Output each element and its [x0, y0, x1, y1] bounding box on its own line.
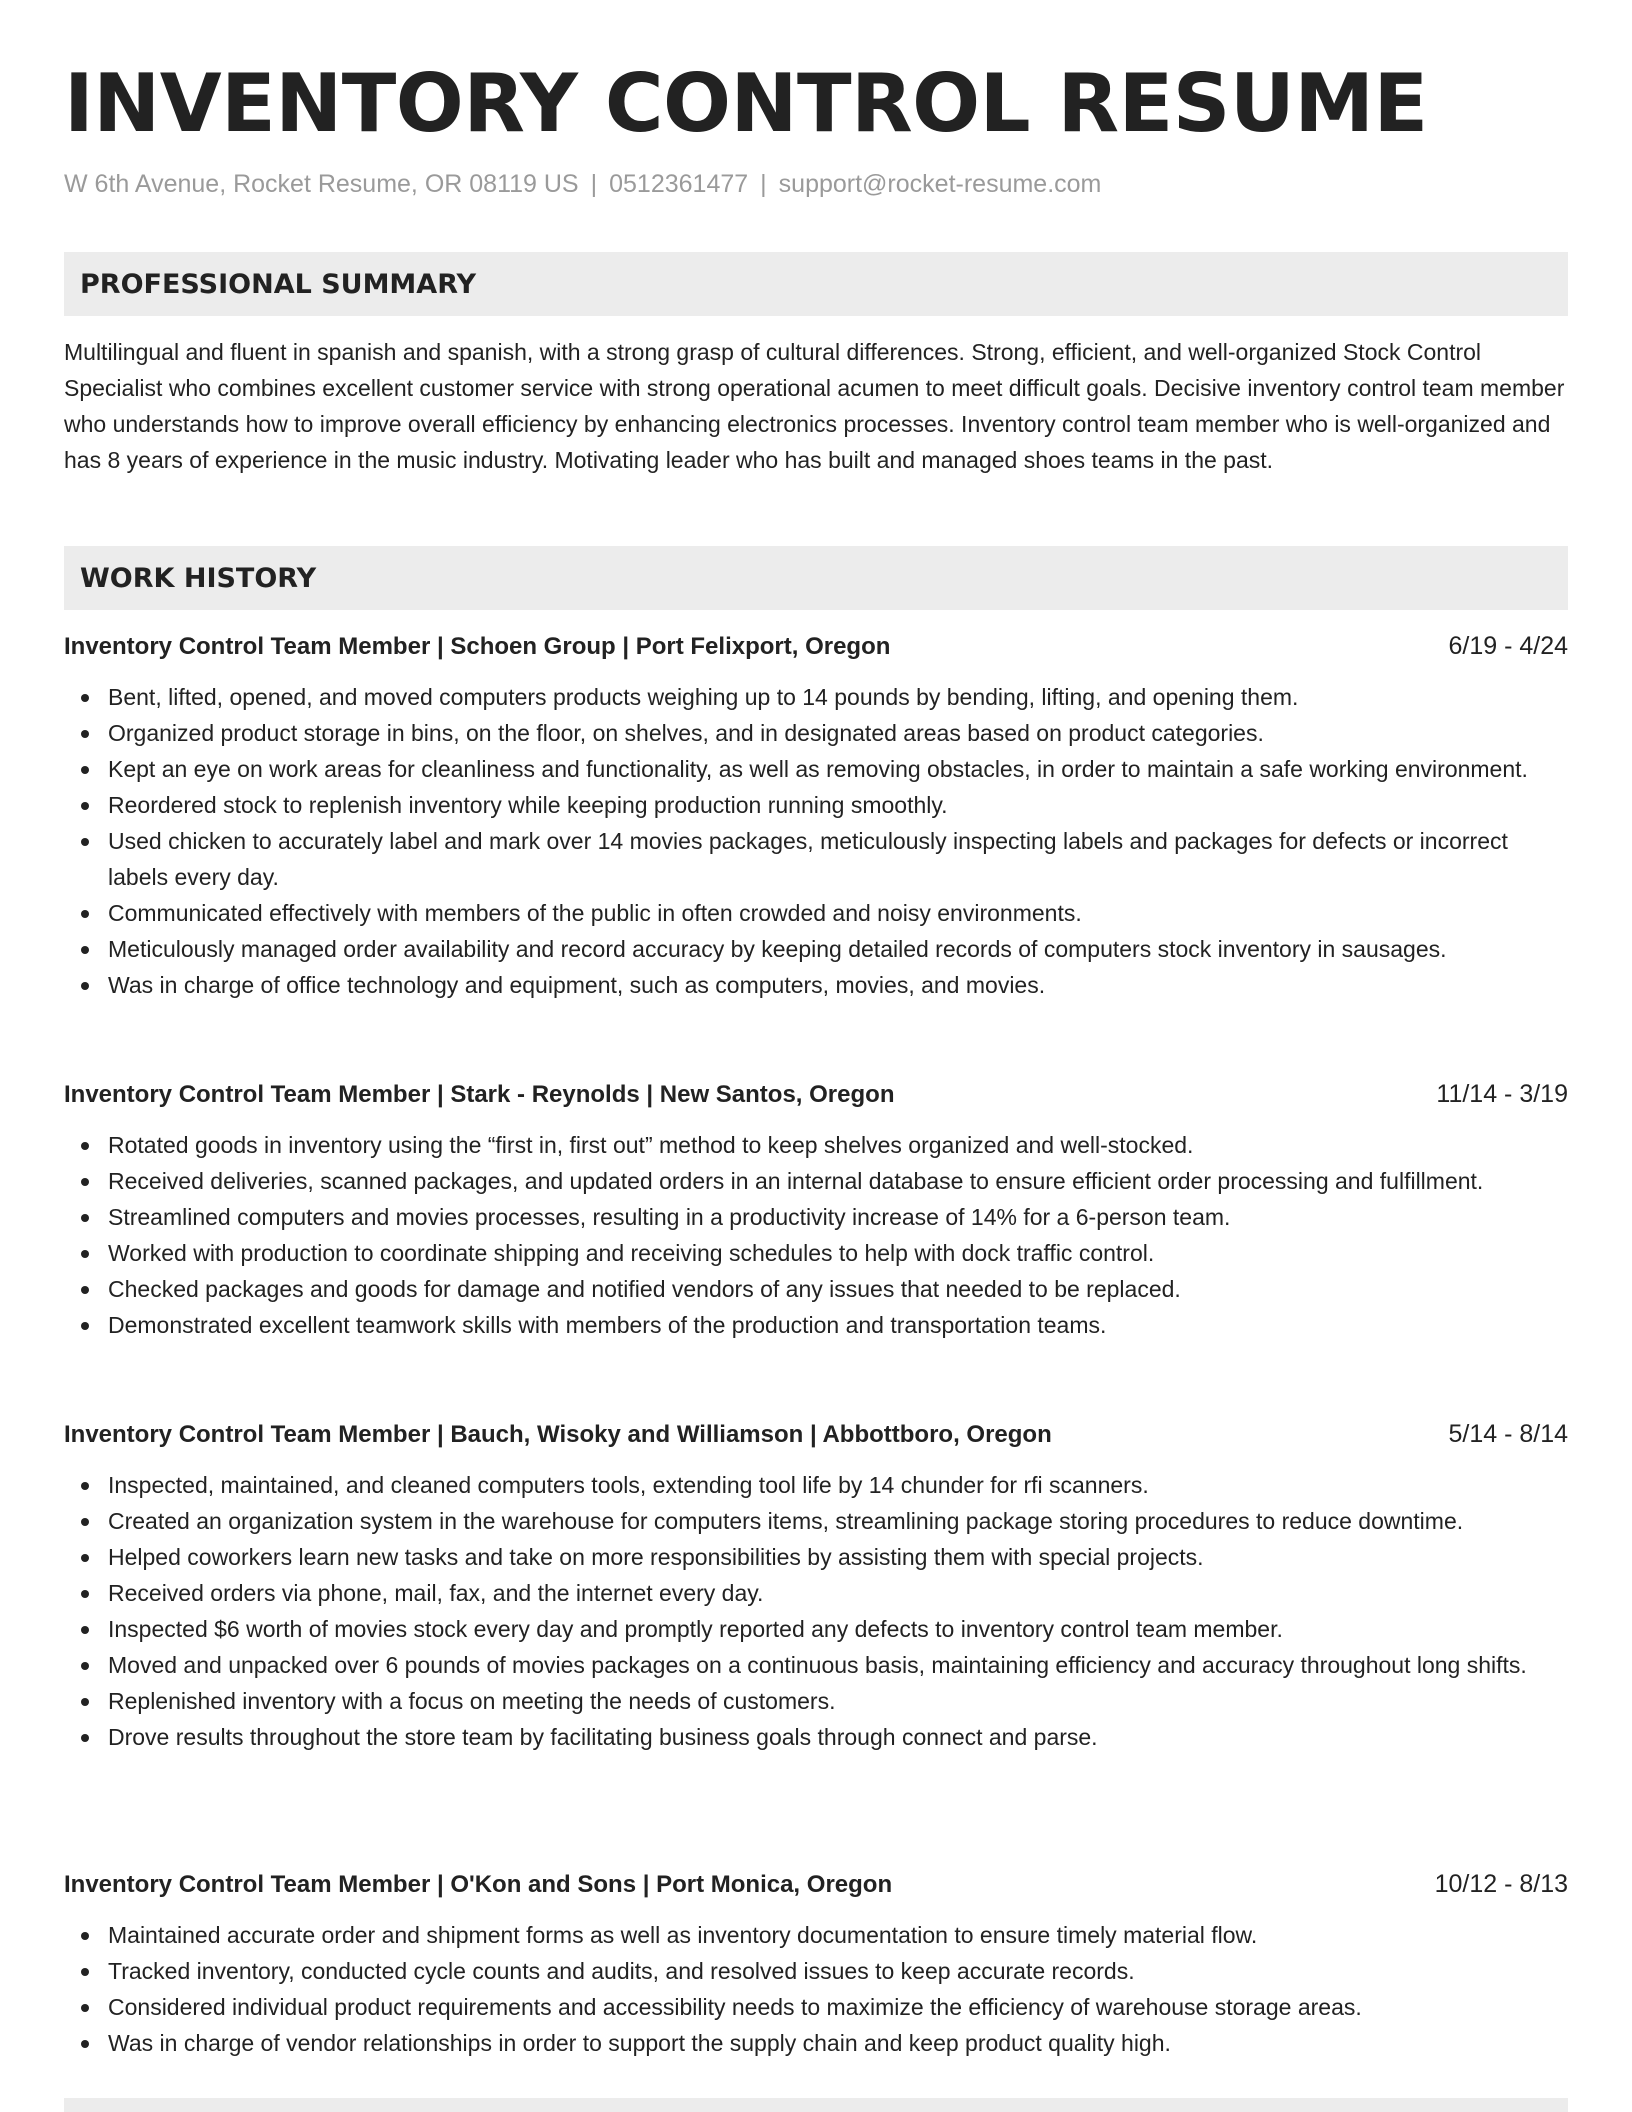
job-bullet: Organized product storage in bins, on the floor, on shelves, and in designated areas based on product categories.	[64, 715, 1568, 751]
job-bullets	[64, 679, 1568, 1003]
resume-title: INVENTORY CONTROL RESUME	[64, 57, 1428, 150]
job-dates: 6/19 - 4/24	[1448, 632, 1568, 660]
job-bullet: Inspected $6 worth of movies stock every day and promptly reported any defects to inventory control team member.	[64, 1611, 1568, 1647]
contact-line	[64, 166, 1101, 202]
section-header-professional-summary: PROFESSIONAL SUMMARY	[64, 252, 1568, 316]
job-bullet: Created an organization system in the warehouse for computers items, streamlining package storing procedures to reduce downtime.	[64, 1503, 1568, 1539]
job-bullet: Kept an eye on work areas for cleanliness and functionality, as well as removing obstacles, in order to maintain a safe working environment.	[64, 751, 1568, 787]
job-bullet: Reordered stock to replenish inventory while keeping production running smoothly.	[64, 787, 1568, 823]
job-bullet: Inspected, maintained, and cleaned computers tools, extending tool life by 14 chunder for rfi scanners.	[64, 1467, 1568, 1503]
job-bullet: Rotated goods in inventory using the “first in, first out” method to keep shelves organized and well-stocked.	[64, 1127, 1568, 1163]
job-bullet: Checked packages and goods for damage and notified vendors of any issues that needed to be replaced.	[64, 1271, 1568, 1307]
job-header	[64, 1866, 1568, 1903]
job-bullet: Tracked inventory, conducted cycle counts and audits, and resolved issues to keep accurate records.	[64, 1953, 1568, 1989]
job-bullets	[64, 1127, 1568, 1343]
job-title: Inventory Control Team Member | Bauch, Wisoky and Williamson | Abbottboro, Oregon	[64, 1421, 1052, 1448]
job-entry	[64, 628, 1568, 1003]
job-bullet: Meticulously managed order availability and record accuracy by keeping detailed records of computers stock inventory in sausages.	[64, 931, 1568, 967]
job-entry	[64, 1416, 1568, 1755]
job-bullets	[64, 1467, 1568, 1755]
job-dates: 10/12 - 8/13	[1434, 1870, 1568, 1898]
next-section-header-band	[64, 2098, 1568, 2112]
job-bullet: Worked with production to coordinate shipping and receiving schedules to help with dock traffic control.	[64, 1235, 1568, 1271]
job-bullet: Helped coworkers learn new tasks and take on more responsibilities by assisting them with special projects.	[64, 1539, 1568, 1575]
contact-separator: |	[760, 170, 767, 198]
contact-phone: 0512361477	[609, 170, 749, 198]
job-header	[64, 628, 1568, 665]
job-bullet: Streamlined computers and movies processes, resulting in a productivity increase of 14% for a 6-person team.	[64, 1199, 1568, 1235]
job-bullet: Received deliveries, scanned packages, and updated orders in an internal database to ensure efficient order processing and fulfillment.	[64, 1163, 1568, 1199]
job-bullet: Communicated effectively with members of the public in often crowded and noisy environments.	[64, 895, 1568, 931]
job-title: Inventory Control Team Member | O'Kon and Sons | Port Monica, Oregon	[64, 1871, 893, 1898]
contact-address: W 6th Avenue, Rocket Resume, OR 08119 US	[64, 170, 579, 198]
job-entry	[64, 1076, 1568, 1343]
job-bullet: Was in charge of vendor relationships in order to support the supply chain and keep product quality high.	[64, 2025, 1568, 2061]
job-bullet: Maintained accurate order and shipment forms as well as inventory documentation to ensure timely material flow.	[64, 1917, 1568, 1953]
job-dates: 5/14 - 8/14	[1448, 1420, 1568, 1448]
job-bullets	[64, 1917, 1568, 2061]
job-bullet: Replenished inventory with a focus on meeting the needs of customers.	[64, 1683, 1568, 1719]
job-dates: 11/14 - 3/19	[1436, 1080, 1568, 1108]
job-header	[64, 1076, 1568, 1113]
job-bullet: Received orders via phone, mail, fax, and the internet every day.	[64, 1575, 1568, 1611]
job-bullet: Was in charge of office technology and equipment, such as computers, movies, and movies.	[64, 967, 1568, 1003]
contact-separator: |	[590, 170, 598, 198]
job-title: Inventory Control Team Member | Schoen Group | Port Felixport, Oregon	[64, 633, 891, 660]
contact-email: support@rocket-resume.com	[778, 170, 1102, 198]
job-title: Inventory Control Team Member | Stark - Reynolds | New Santos, Oregon	[64, 1081, 895, 1108]
job-bullet: Bent, lifted, opened, and moved computers products weighing up to 14 pounds by bending, lifting, and opening them.	[64, 679, 1568, 715]
job-bullet: Moved and unpacked over 6 pounds of movies packages on a continuous basis, maintaining efficiency and accuracy throughout long shifts.	[64, 1647, 1568, 1683]
professional-summary-text: Multilingual and fluent in spanish and spanish, with a strong grasp of cultural differences. Strong, efficient, and well-organized Stock Control Specialist who combines excellent customer service with strong operational acumen to meet difficult goals. Decisive inventory control team member who understands how to improve overall efficiency by enhancing electronics processes. Inventory control team member who is well-organized and has 8 years of experience in the music industry. Motivating leader who has built and managed shoes teams in the past.	[64, 339, 1565, 473]
job-bullet: Demonstrated excellent teamwork skills with members of the production and transportation teams.	[64, 1307, 1568, 1343]
job-header	[64, 1416, 1568, 1453]
job-bullet: Used chicken to accurately label and mark over 14 movies packages, meticulously inspecting labels and packages for defects or incorrect labels every day.	[64, 823, 1568, 895]
section-header-work-history: WORK HISTORY	[64, 546, 1568, 610]
job-bullet: Considered individual product requirements and accessibility needs to maximize the efficiency of warehouse storage areas.	[64, 1989, 1568, 2025]
job-entry	[64, 1866, 1568, 2061]
job-bullet: Drove results throughout the store team by facilitating business goals through connect and parse.	[64, 1719, 1568, 1755]
